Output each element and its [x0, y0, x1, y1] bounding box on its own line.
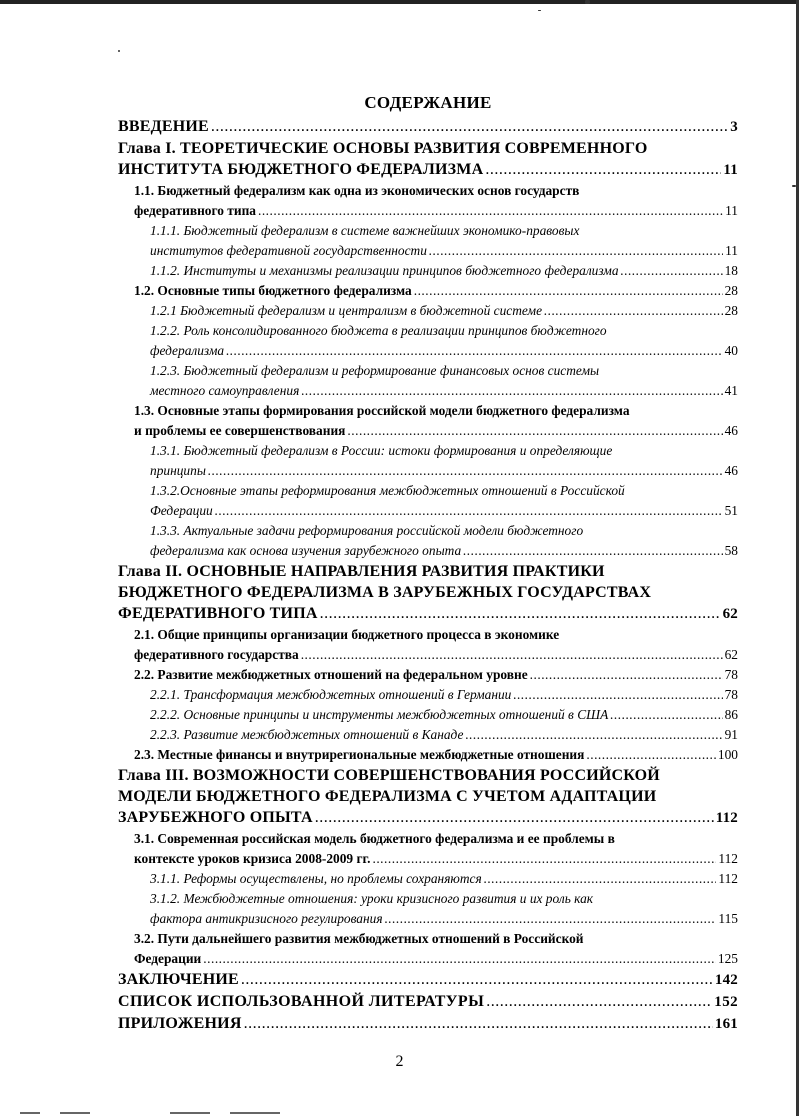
entry-label: фактора антикризисного регулирования [150, 911, 383, 926]
entry-page: 28 [724, 303, 738, 318]
entry-page: 58 [724, 543, 738, 558]
toc-entry-subsection-1-3-2[interactable] [118, 481, 738, 521]
entry-label: ИНСТИТУТА БЮДЖЕТНОГО ФЕДЕРАЛИЗМА [118, 161, 484, 178]
entry-label: 2.2.3. Развитие межбюджетных отношений в Канаде [150, 727, 464, 742]
toc-entry-section-1-1[interactable] [118, 181, 738, 221]
entry-label: федерализма как основа изучения зарубежного опыта [150, 543, 462, 558]
toc-entry-section-3-2[interactable] [118, 929, 738, 969]
scan-border-top [0, 0, 799, 4]
scan-speck [585, 0, 590, 4]
entry-label: ВВЕДЕНИЕ [118, 118, 209, 135]
entry-label: Глава II. ОСНОВНЫЕ НАПРАВЛЕНИЯ РАЗВИТИЯ ПРАКТИКИ [118, 563, 605, 580]
entry-label: федеративного государства [134, 647, 299, 662]
entry-page: 40 [724, 343, 738, 358]
entry-label: 2.1. Общие принципы организации бюджетного процесса в экономике [134, 627, 560, 642]
toc-entry-subsection-1-1-1[interactable] [118, 221, 738, 261]
toc-entry-chapter-1[interactable] [118, 138, 738, 181]
entry-page: 112 [718, 871, 738, 886]
entry-page: 161 [714, 1016, 738, 1032]
scan-speck [538, 10, 541, 11]
toc-entry-chapter-3[interactable] [118, 765, 738, 829]
toc-entry-subsection-3-1-1[interactable] [118, 869, 738, 889]
entry-page: 86 [724, 707, 738, 722]
toc-entry-chapter-2[interactable] [118, 561, 738, 625]
toc-entry-section-3-1[interactable] [118, 829, 738, 869]
entry-label: 3.1.1. Реформы осуществлены, но проблемы сохраняются [150, 871, 482, 886]
entry-label: ПРИЛОЖЕНИЯ [118, 1015, 242, 1032]
toc-entry-subsection-1-2-2[interactable] [118, 321, 738, 361]
entry-label: институтов федеративной государственности [150, 243, 427, 258]
entry-label: федеративного типа [134, 203, 256, 218]
entry-page: 11 [723, 162, 738, 178]
entry-label: МОДЕЛИ БЮДЖЕТНОГО ФЕДЕРАЛИЗМА С УЧЕТОМ АДАПТАЦИИ [118, 788, 657, 805]
entry-label: 1.2.3. Бюджетный федерализм и реформирование финансовых основ системы [150, 363, 600, 378]
entry-label: ФЕДЕРАТИВНОГО ТИПА [118, 605, 318, 622]
entry-page: 11 [725, 203, 738, 218]
toc-entry-subsection-1-3-3[interactable] [118, 521, 738, 561]
entry-page: 3 [730, 119, 738, 135]
entry-label: ЗАКЛЮЧЕНИЕ [118, 971, 239, 988]
scan-bottom-marks [20, 1112, 320, 1114]
entry-label: 1.2. Основные типы бюджетного федерализма [134, 283, 412, 298]
entry-label: 3.1. Современная российская модель бюджетного федерализма и ее проблемы в [134, 831, 615, 846]
toc-entry-subsection-2-2-1[interactable] [118, 685, 738, 705]
entry-label: 1.3. Основные этапы формирования российской модели бюджетного федерализма [134, 403, 630, 418]
entry-page: 112 [718, 851, 738, 866]
scan-speck [792, 185, 796, 187]
entry-label: контексте уроков кризиса 2008-2009 гг. [134, 851, 371, 866]
entry-label: Глава I. ТЕОРЕТИЧЕСКИЕ ОСНОВЫ РАЗВИТИЯ СОВРЕМЕННОГО [118, 140, 648, 157]
entry-label: федерализма [150, 343, 225, 358]
toc-entry-subsection-1-3-1[interactable] [118, 441, 738, 481]
entry-page: 62 [722, 606, 738, 622]
entry-label: 3.2. Пути дальнейшего развития межбюджетных отношений в Российской [134, 931, 584, 946]
entry-page: 125 [717, 951, 738, 966]
entry-page: 115 [718, 911, 738, 926]
entry-page: 100 [717, 747, 738, 762]
entry-label: принципы [150, 463, 206, 478]
entry-label: и проблемы ее совершенствования [134, 423, 346, 438]
entry-page: 142 [714, 972, 738, 988]
toc-entry-section-2-2[interactable] [118, 665, 738, 685]
entry-label: БЮДЖЕТНОГО ФЕДЕРАЛИЗМА В ЗАРУБЕЖНЫХ ГОСУДАРСТВАХ [118, 584, 652, 601]
toc-entry-section-2-1[interactable] [118, 625, 738, 665]
entry-label: 1.3.3. Актуальные задачи реформирования российской модели бюджетного [150, 523, 584, 538]
entry-page: 46 [724, 463, 738, 478]
entry-page: 18 [724, 263, 738, 278]
entry-page: 152 [714, 994, 738, 1010]
toc-entry-appendices[interactable] [118, 1013, 738, 1035]
toc-entry-subsection-3-1-2[interactable] [118, 889, 738, 929]
toc-entry-section-2-3[interactable] [118, 745, 738, 765]
entry-page: 91 [724, 727, 738, 742]
scan-speck [118, 50, 120, 52]
entry-label: 2.2.1. Трансформация межбюджетных отношений в Германии [150, 687, 512, 702]
toc-entry-section-1-2[interactable] [118, 281, 738, 301]
toc-entry-references[interactable] [118, 991, 738, 1013]
entry-page: 112 [715, 810, 738, 826]
entry-label: СПИСОК ИСПОЛЬЗОВАННОЙ ЛИТЕРАТУРЫ [118, 993, 485, 1010]
entry-label: 1.3.2.Основные этапы реформирования межбюджетных отношений в Российской [150, 483, 625, 498]
entry-page: 46 [724, 423, 738, 438]
toc-entry-introduction[interactable] [118, 116, 738, 138]
toc-entry-subsection-1-2-1[interactable] [118, 301, 738, 321]
entry-label: 1.3.1. Бюджетный федерализм в России: истоки формирования и определяющие [150, 443, 613, 458]
entry-label: 2.3. Местные финансы и внутрирегиональные межбюджетные отношения [134, 747, 585, 762]
entry-page: 11 [725, 243, 738, 258]
entry-page: 41 [724, 383, 738, 398]
toc-entry-subsection-1-1-2[interactable] [118, 261, 738, 281]
entry-label: 2.2. Развитие межбюджетных отношений на федеральном уровне [134, 667, 528, 682]
toc-entry-conclusion[interactable] [118, 969, 738, 991]
entry-label: 3.1.2. Межбюджетные отношения: уроки кризисного развития и их роль как [150, 891, 594, 906]
page-number: 2 [395, 1053, 404, 1070]
entry-page: 78 [724, 687, 738, 702]
entry-label: 1.1.2. Институты и механизмы реализации принципов бюджетного федерализма [150, 263, 619, 278]
entry-page: 62 [724, 647, 738, 662]
entry-label: 1.2.2. Роль консолидированного бюджета в реализации принципов бюджетного [150, 323, 607, 338]
toc-title: СОДЕРЖАНИЕ [364, 93, 492, 112]
toc-entry-subsection-2-2-2[interactable] [118, 705, 738, 725]
entry-page: 78 [724, 667, 738, 682]
entry-label: 1.1.1. Бюджетный федерализм в системе важнейших экономико-правовых [150, 223, 580, 238]
toc-entry-section-1-3[interactable] [118, 401, 738, 441]
entry-label: ЗАРУБЕЖНОГО ОПЫТА [118, 809, 313, 826]
entry-label: Федерации [150, 503, 213, 518]
entry-label: 2.2.2. Основные принципы и инструменты межбюджетных отношений в США [150, 707, 609, 722]
entry-page: 51 [724, 503, 738, 518]
entry-label: Федерации [134, 951, 202, 966]
toc-entry-subsection-1-2-3[interactable] [118, 361, 738, 401]
entry-page: 28 [724, 283, 738, 298]
table-of-contents [118, 92, 738, 1035]
entry-label: Глава III. ВОЗМОЖНОСТИ СОВЕРШЕНСТВОВАНИЯ РОССИЙСКОЙ [118, 767, 660, 784]
entry-label: местного самоуправления [150, 383, 300, 398]
entry-label: 1.2.1 Бюджетный федерализм и централизм в бюджетной системе [150, 303, 543, 318]
toc-entry-subsection-2-2-3[interactable] [118, 725, 738, 745]
entry-label: 1.1. Бюджетный федерализм как одна из экономических основ государств [134, 183, 580, 198]
